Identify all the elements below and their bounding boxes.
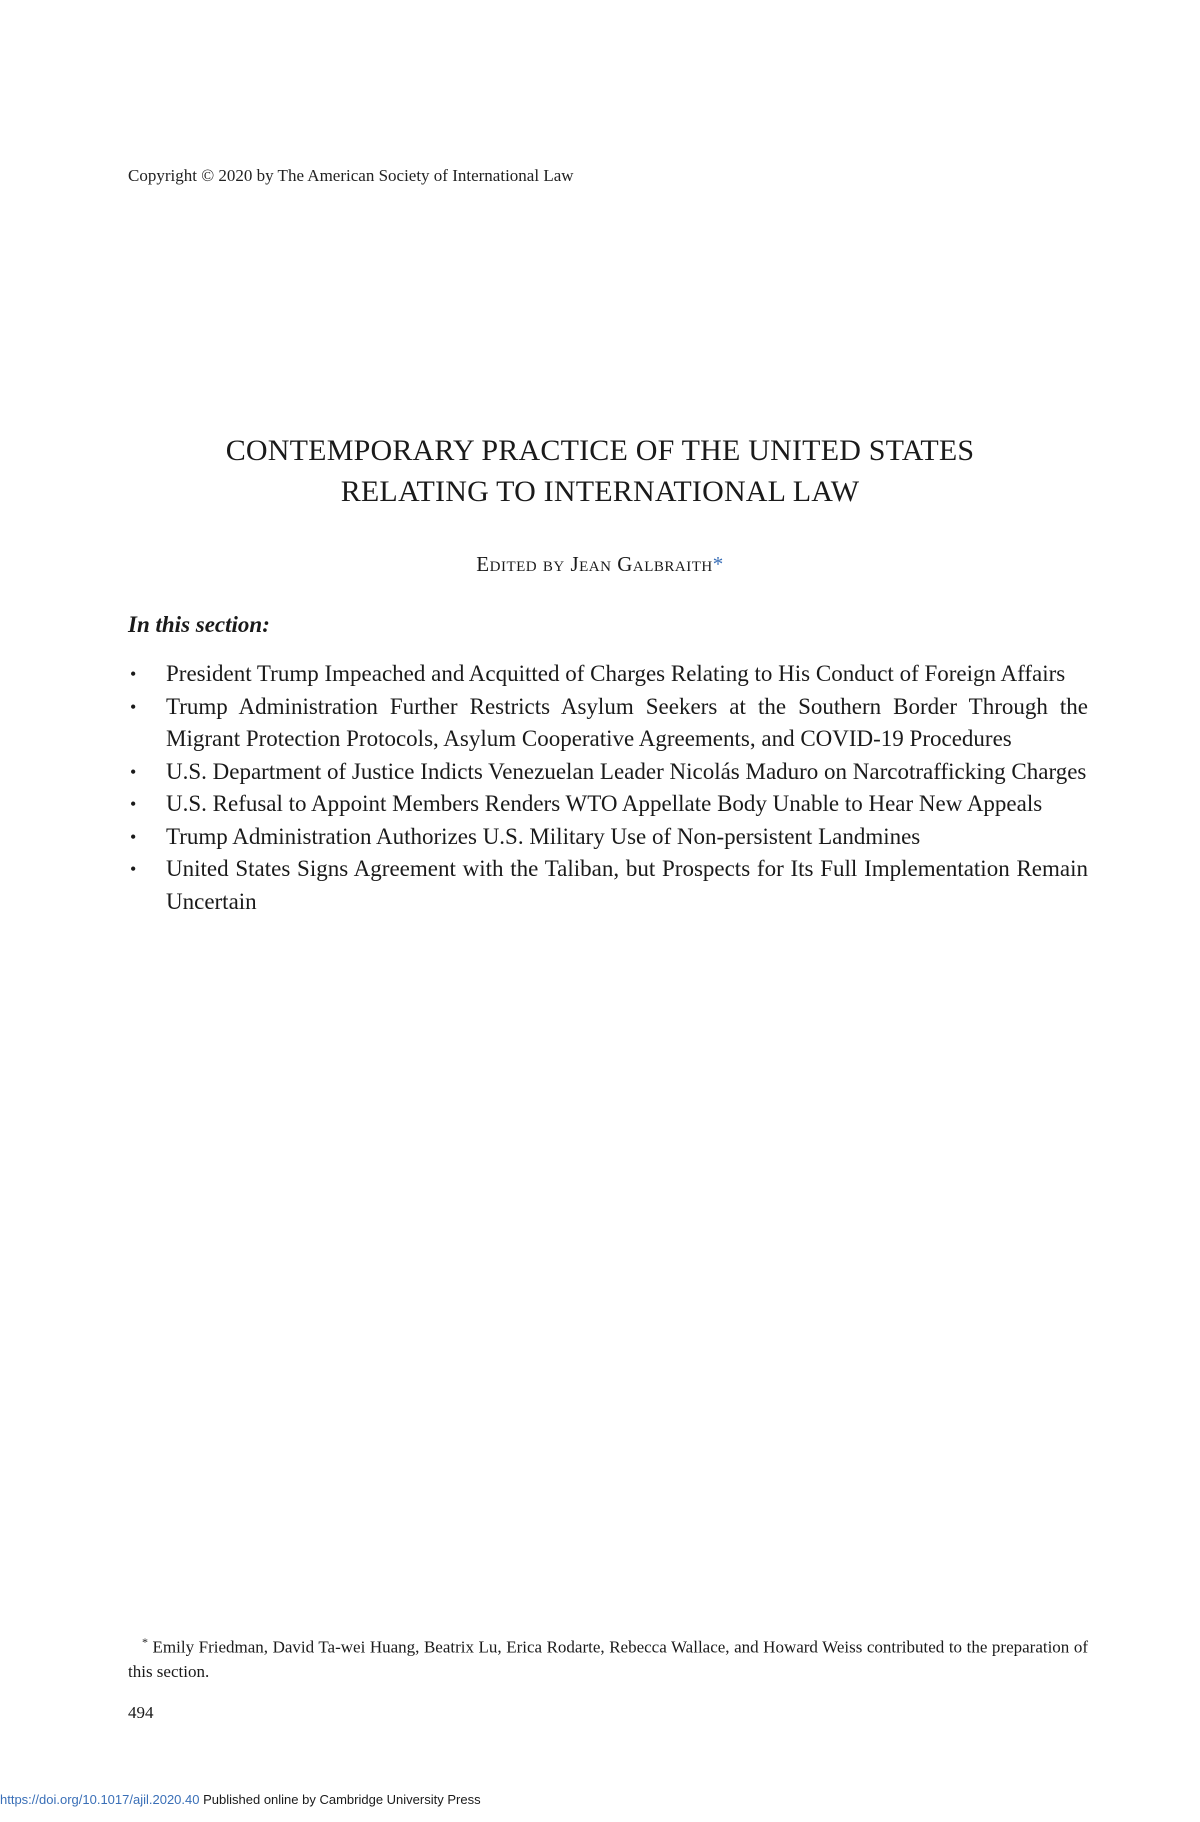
topic-text: U.S. Refusal to Appoint Members Renders WTO Appellate Body Unable to Hear New Appeals bbox=[166, 791, 1043, 816]
doi-link[interactable]: https://doi.org/10.1017/ajil.2020.40 bbox=[0, 1792, 200, 1807]
footnote-text: Emily Friedman, David Ta-wei Huang, Beatrix Lu, Erica Rodarte, Rebecca Wallace, and Howard Weiss contributed to the preparation of this section. bbox=[128, 1637, 1089, 1681]
title-line-1: CONTEMPORARY PRACTICE OF THE UNITED STATES bbox=[225, 434, 975, 467]
editor-name: Edited by Jean Galbraith bbox=[476, 552, 713, 576]
topic-text: Trump Administration Authorizes U.S. Military Use of Non-persistent Landmines bbox=[166, 823, 921, 849]
bullet-icon: • bbox=[130, 761, 137, 782]
list-item bbox=[128, 821, 1088, 854]
section-heading: In this section: bbox=[128, 612, 270, 637]
list-item bbox=[128, 853, 1088, 918]
source-line bbox=[0, 1792, 481, 1807]
editor-footnote-link[interactable]: * bbox=[712, 552, 724, 576]
bullet-icon: • bbox=[130, 696, 137, 717]
list-item bbox=[128, 691, 1088, 756]
list-item bbox=[128, 788, 1088, 821]
copyright-notice: Copyright © 2020 by The American Society of International Law bbox=[128, 166, 574, 185]
footnote bbox=[128, 1630, 1088, 1684]
bullet-icon: • bbox=[130, 794, 137, 814]
list-item bbox=[128, 756, 1088, 789]
bullet-icon: • bbox=[130, 664, 137, 684]
topic-text: President Trump Impeached and Acquitted of Charges Relating to His Conduct of Foreign Affairs bbox=[166, 661, 1066, 686]
publisher-text: Published online by Cambridge University Press bbox=[203, 1792, 481, 1807]
topics-list bbox=[128, 658, 1088, 918]
topic-text: Trump Administration Further Restricts Asylum Seekers at the Southern Border Through the Migrant Protection Protocols, Asylum Cooperative Agreements, and COVID-19 Procedures bbox=[166, 693, 1088, 751]
list-item bbox=[128, 658, 1088, 691]
bullet-icon: • bbox=[130, 826, 137, 847]
topic-text: U.S. Department of Justice Indicts Venezuelan Leader Nicolás Maduro on Narcotrafficking Charges bbox=[166, 758, 1087, 784]
title-line-2: RELATING TO INTERNATIONAL LAW bbox=[340, 475, 860, 508]
topic-text: United States Signs Agreement with the Taliban, but Prospects for Its Full Implementation Remain Uncertain bbox=[166, 856, 1088, 914]
page-number: 494 bbox=[128, 1703, 154, 1722]
article-title bbox=[0, 430, 1200, 512]
bullet-icon: • bbox=[130, 859, 137, 879]
footnote-mark: * bbox=[142, 1635, 148, 1649]
editor-byline bbox=[0, 552, 1200, 577]
